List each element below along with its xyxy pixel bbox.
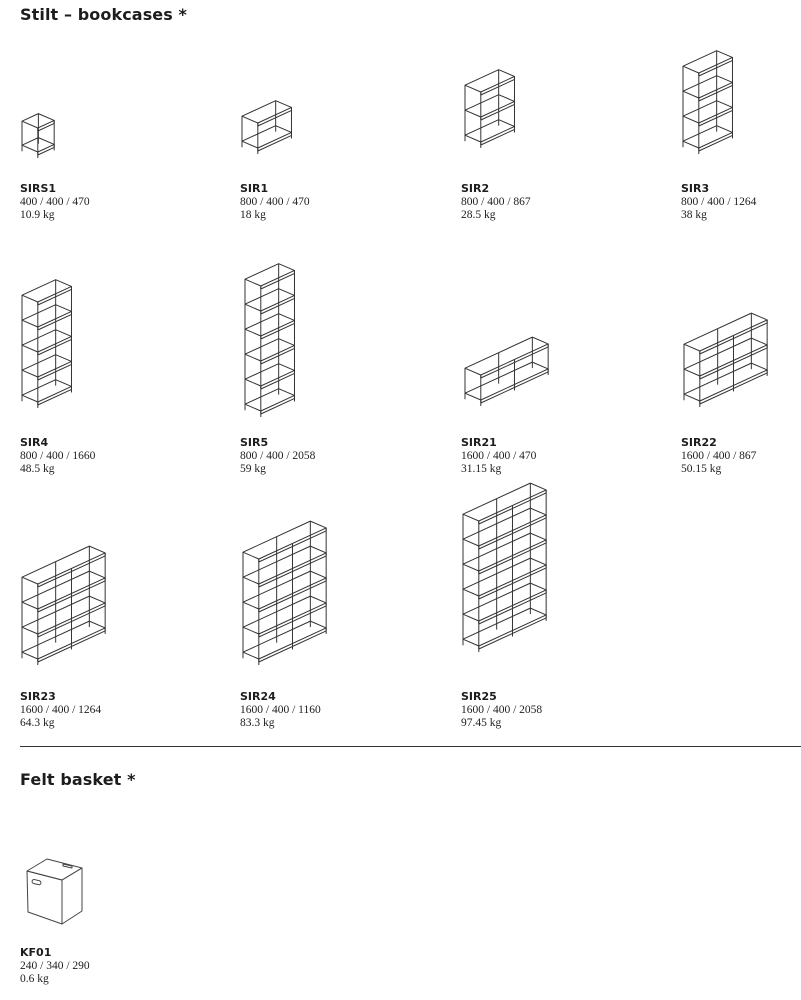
product-weight: 64.3 kg bbox=[20, 717, 55, 729]
product-weight: 97.45 kg bbox=[461, 717, 502, 729]
product-weight: 83.3 kg bbox=[240, 717, 275, 729]
product-code: SIR21 bbox=[461, 436, 497, 449]
product-dimensions: 800 / 400 / 1660 bbox=[20, 450, 96, 462]
product-item[interactable] bbox=[240, 255, 420, 485]
product-code: SIRS1 bbox=[20, 182, 57, 195]
product-item[interactable] bbox=[461, 255, 641, 485]
product-dimensions: 800 / 400 / 470 bbox=[240, 196, 310, 208]
product-item[interactable] bbox=[20, 510, 200, 740]
product-dimensions: 400 / 400 / 470 bbox=[20, 196, 90, 208]
product-weight: 18 kg bbox=[240, 209, 266, 221]
bookcase-illustration bbox=[461, 0, 641, 175]
product-dimensions: 1600 / 400 / 470 bbox=[461, 450, 537, 462]
product-item[interactable] bbox=[681, 255, 799, 485]
product-item[interactable] bbox=[240, 0, 420, 230]
product-dimensions: 1600 / 400 / 1264 bbox=[20, 704, 102, 716]
bookcase-illustration bbox=[240, 0, 420, 175]
product-weight: 48.5 kg bbox=[20, 463, 55, 475]
felt-basket-illustration bbox=[20, 840, 110, 930]
product-weight: 31.15 kg bbox=[461, 463, 502, 475]
product-weight: 38 kg bbox=[681, 209, 707, 221]
product-code: SIR1 bbox=[240, 182, 269, 195]
product-dimensions: 240 / 340 / 290 bbox=[20, 960, 90, 972]
bookcase-illustration bbox=[681, 255, 799, 430]
product-item[interactable] bbox=[20, 0, 200, 230]
product-code: SIR24 bbox=[240, 690, 276, 703]
product-weight: 59 kg bbox=[240, 463, 266, 475]
product-dimensions: 800 / 400 / 1264 bbox=[681, 196, 757, 208]
bookcase-illustration bbox=[20, 510, 200, 685]
product-code: SIR4 bbox=[20, 436, 49, 449]
product-dimensions: 800 / 400 / 867 bbox=[461, 196, 531, 208]
bookcase-illustration bbox=[461, 255, 641, 430]
section-title-felt-basket: Felt basket * bbox=[20, 770, 136, 789]
product-code: SIR5 bbox=[240, 436, 269, 449]
product-code: SIR22 bbox=[681, 436, 717, 449]
product-item[interactable] bbox=[461, 0, 641, 230]
product-dimensions: 1600 / 400 / 2058 bbox=[461, 704, 543, 716]
product-weight: 50.15 kg bbox=[681, 463, 722, 475]
product-code: SIR25 bbox=[461, 690, 497, 703]
product-item[interactable] bbox=[240, 510, 420, 740]
bookcase-illustration bbox=[681, 0, 799, 175]
product-weight: 10.9 kg bbox=[20, 209, 55, 221]
product-item[interactable] bbox=[681, 0, 799, 230]
product-code: SIR2 bbox=[461, 182, 490, 195]
product-item[interactable] bbox=[20, 840, 200, 990]
bookcase-illustration bbox=[20, 255, 200, 430]
product-dimensions: 800 / 400 / 2058 bbox=[240, 450, 316, 462]
section-divider bbox=[20, 746, 801, 747]
product-item[interactable] bbox=[20, 255, 200, 485]
bookcase-illustration bbox=[240, 510, 420, 685]
product-dimensions: 1600 / 400 / 867 bbox=[681, 450, 757, 462]
section-title-bookcases: Stilt – bookcases * bbox=[20, 5, 188, 24]
product-dimensions: 1600 / 400 / 1160 bbox=[240, 704, 321, 716]
bookcase-illustration bbox=[20, 0, 200, 175]
product-code: SIR23 bbox=[20, 690, 56, 703]
bookcase-illustration bbox=[461, 510, 641, 685]
product-weight: 28.5 kg bbox=[461, 209, 496, 221]
product-weight: 0.6 kg bbox=[20, 973, 49, 985]
product-code: KF01 bbox=[20, 946, 52, 959]
bookcase-illustration bbox=[240, 255, 420, 430]
product-code: SIR3 bbox=[681, 182, 710, 195]
product-item[interactable] bbox=[461, 510, 641, 740]
